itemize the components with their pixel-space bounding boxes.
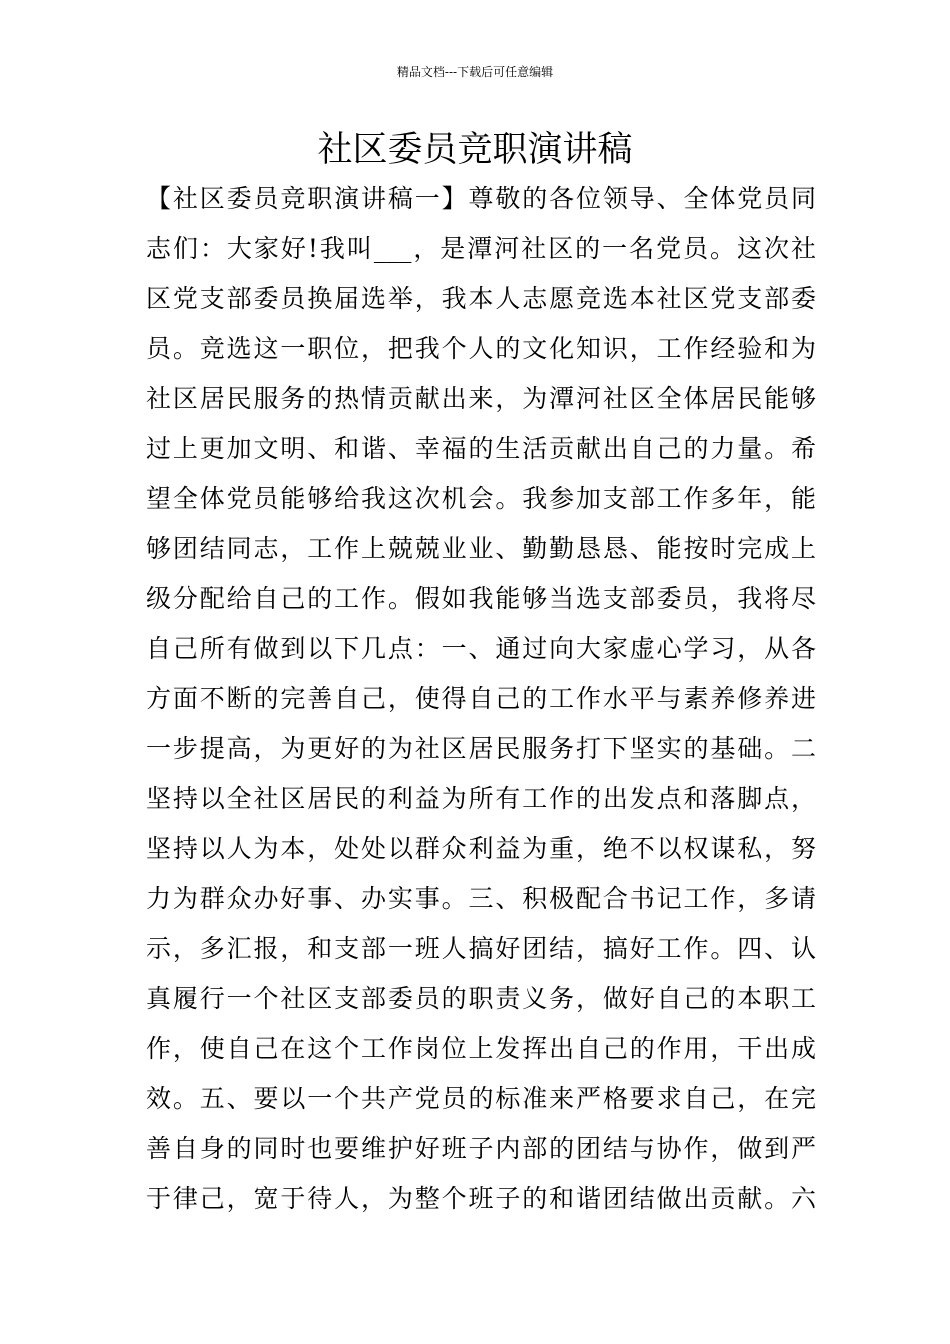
body-line: 作，使自己在这个工作岗位上发挥出自己的作用，干出成 — [146, 1034, 816, 1063]
body-line: 过上更加文明、和谐、幸福的生活贡献出自己的力量。希 — [146, 434, 816, 463]
body-line: 社区居民服务的热情贡献出来，为潭河社区全体居民能够 — [146, 384, 816, 413]
body-line: 自己所有做到以下几点：一、通过向大家虚心学习，从各 — [146, 634, 816, 663]
speech-body — [146, 174, 816, 1224]
body-line: 一步提高，为更好的为社区居民服务打下坚实的基础。二 — [146, 734, 816, 763]
body-line: 真履行一个社区支部委员的职责义务，做好自己的本职工 — [146, 984, 816, 1013]
body-line: 于律己，宽于待人，为整个班子的和谐团结做出贡献。六 — [146, 1184, 816, 1213]
body-line: 力为群众办好事、办实事。三、积极配合书记工作，多请 — [146, 884, 816, 913]
page-title: 社区委员竞职演讲稿 — [317, 130, 633, 170]
body-line: 级分配给自己的工作。假如我能够当选支部委员，我将尽 — [146, 584, 816, 613]
body-line: 善自身的同时也要维护好班子内部的团结与协作，做到严 — [146, 1134, 816, 1163]
body-line: 区党支部委员换届选举，我本人志愿竞选本社区党支部委 — [146, 284, 816, 313]
body-line: 效。五、要以一个共产党员的标准来严格要求自己，在完 — [146, 1084, 816, 1113]
body-line: 坚持以人为本，处处以群众利益为重，绝不以权谋私，努 — [146, 834, 816, 863]
body-line: 坚持以全社区居民的利益为所有工作的出发点和落脚点， — [146, 784, 816, 813]
header-note: 精品文档---下载后可任意编辑 — [396, 65, 554, 79]
body-line: 员。竞选这一职位，把我个人的文化知识，工作经验和为 — [146, 334, 816, 363]
body-line: 志们：大家好!我叫___，是潭河社区的一名党员。这次社 — [146, 234, 816, 263]
body-line: 示，多汇报，和支部一班人搞好团结，搞好工作。四、认 — [146, 934, 816, 963]
body-line: 够团结同志，工作上兢兢业业、勤勤恳恳、能按时完成上 — [146, 534, 816, 563]
body-line: 望全体党员能够给我这次机会。我参加支部工作多年，能 — [146, 484, 816, 513]
body-line: 【社区委员竞职演讲稿一】尊敬的各位领导、全体党员同 — [146, 184, 816, 213]
body-line: 方面不断的完善自己，使得自己的工作水平与素养修养进 — [146, 684, 816, 713]
